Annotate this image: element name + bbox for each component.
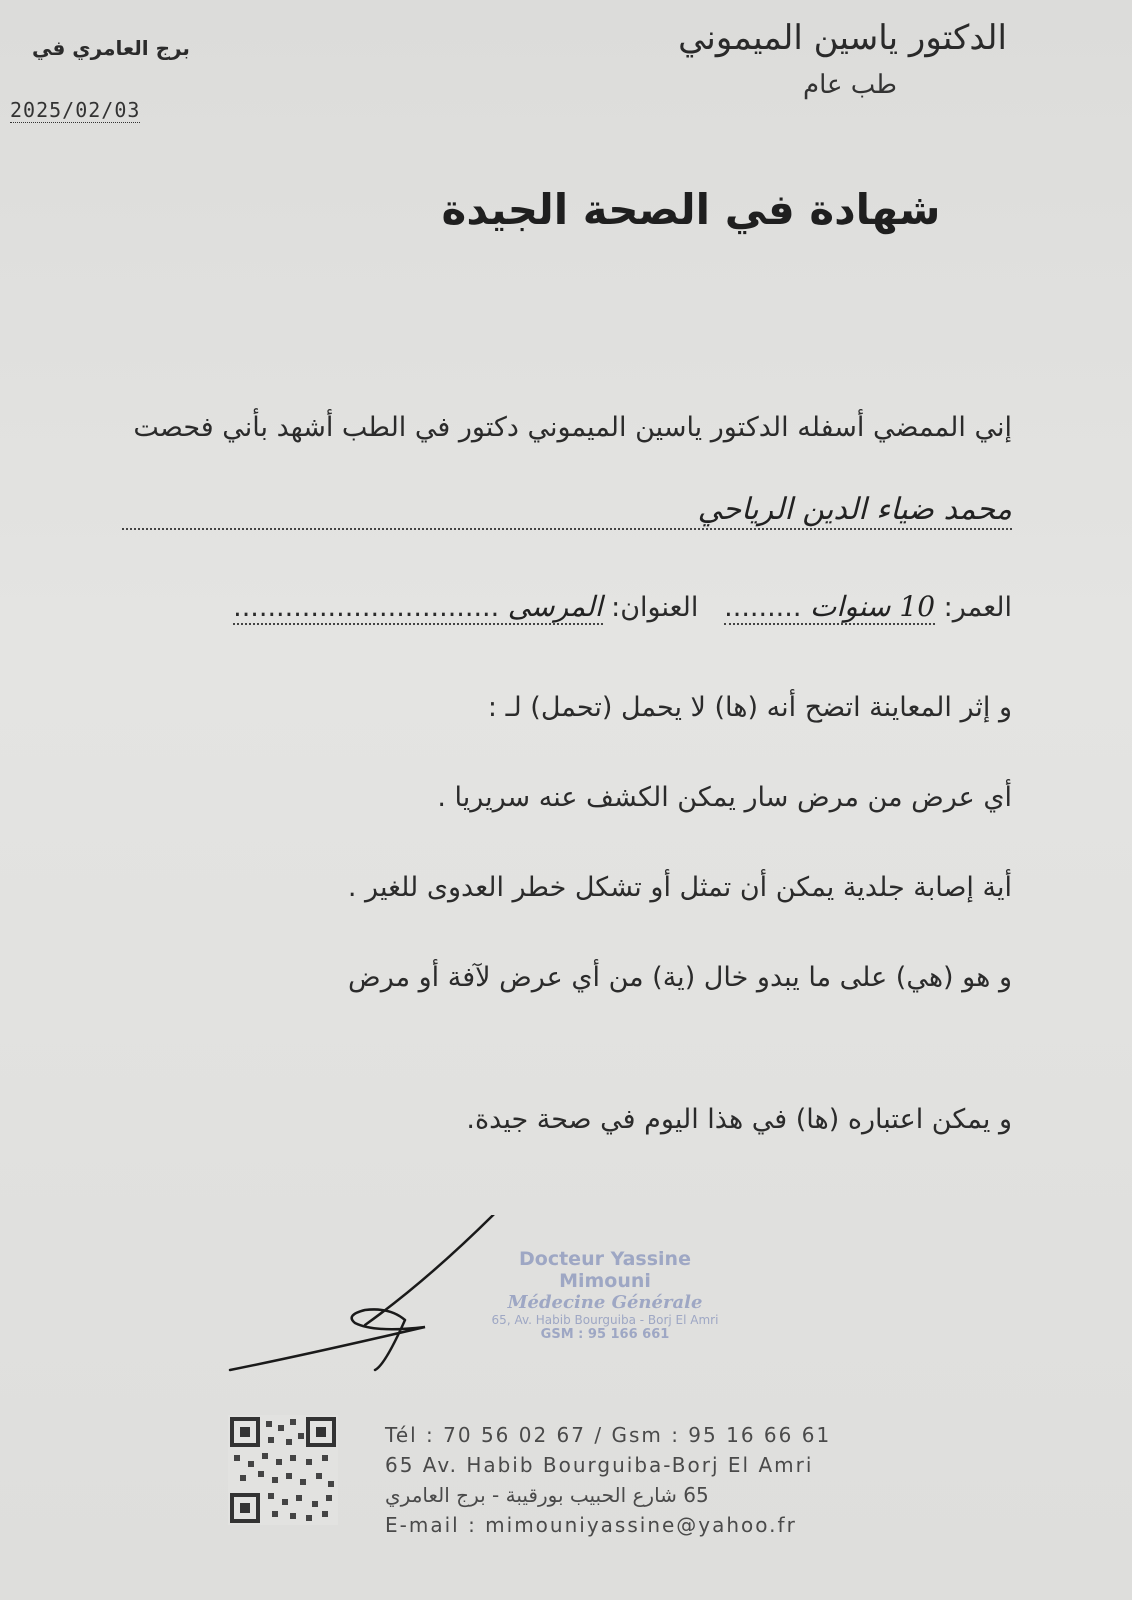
patient-name-line — [122, 492, 1012, 530]
footer-address-fr: 65 Av. Habib Bourguiba-Borj El Amri — [385, 1453, 814, 1477]
patient-name: محمد ضياء الدين الرياحي — [697, 492, 1012, 527]
age-label: العمر: — [943, 592, 1012, 623]
doctor-stamp: Docteur Yassine Mimouni Médecine Générale 65, Av. Habib Bourguiba - Borj El Amri GSM : 95 166 661 — [491, 1248, 719, 1342]
condition-item-2: أية إصابة جلدية يمكن أن تمثل أو تشكل خطر العدوى للغير . — [347, 872, 1012, 903]
doctor-specialty: طب عام — [802, 70, 897, 100]
address-value: المرسى — [507, 590, 603, 623]
issue-date: 2025/02/03 — [10, 98, 141, 122]
footer-email: E-mail : mimouniyassine@yahoo.fr — [385, 1513, 797, 1537]
doctor-name: الدكتور ياسين الميموني — [678, 18, 1007, 58]
contact-footer — [385, 1420, 831, 1540]
issue-place: برج العامري في — [32, 36, 190, 60]
intro-line: إني الممضي أسفله الدكتور ياسين الميموني دكتور في الطب أشهد بأني فحصت — [133, 412, 1012, 443]
age-value: 10 سنوات — [809, 590, 936, 623]
qr-code-icon — [228, 1415, 338, 1525]
exam-line: و إثر المعاينة اتضح أنه (ها) لا يحمل (تحمل) لـ : — [487, 692, 1012, 723]
age-address-line: العمر: 10 سنوات ......... العنوان: المرسى ............................... — [233, 590, 1012, 623]
signature-icon — [225, 1215, 525, 1375]
condition-item-3: و هو (هي) على ما يبدو خال (ية) من أي عرض لآفة أو مرض — [348, 962, 1012, 993]
address-label: العنوان: — [611, 592, 699, 623]
conclusion-line: و يمكن اعتباره (ها) في هذا اليوم في صحة جيدة. — [466, 1104, 1012, 1135]
condition-item-1: أي عرض من مرض سار يمكن الكشف عنه سريريا . — [437, 782, 1012, 813]
footer-phones: Tél : 70 56 02 67 / Gsm : 95 16 66 61 — [385, 1423, 832, 1447]
footer-address-ar: 65 شارع الحبيب بورقيبة - برج العامري — [385, 1483, 709, 1507]
document-title: شهادة في الصحة الجيدة — [441, 185, 941, 234]
